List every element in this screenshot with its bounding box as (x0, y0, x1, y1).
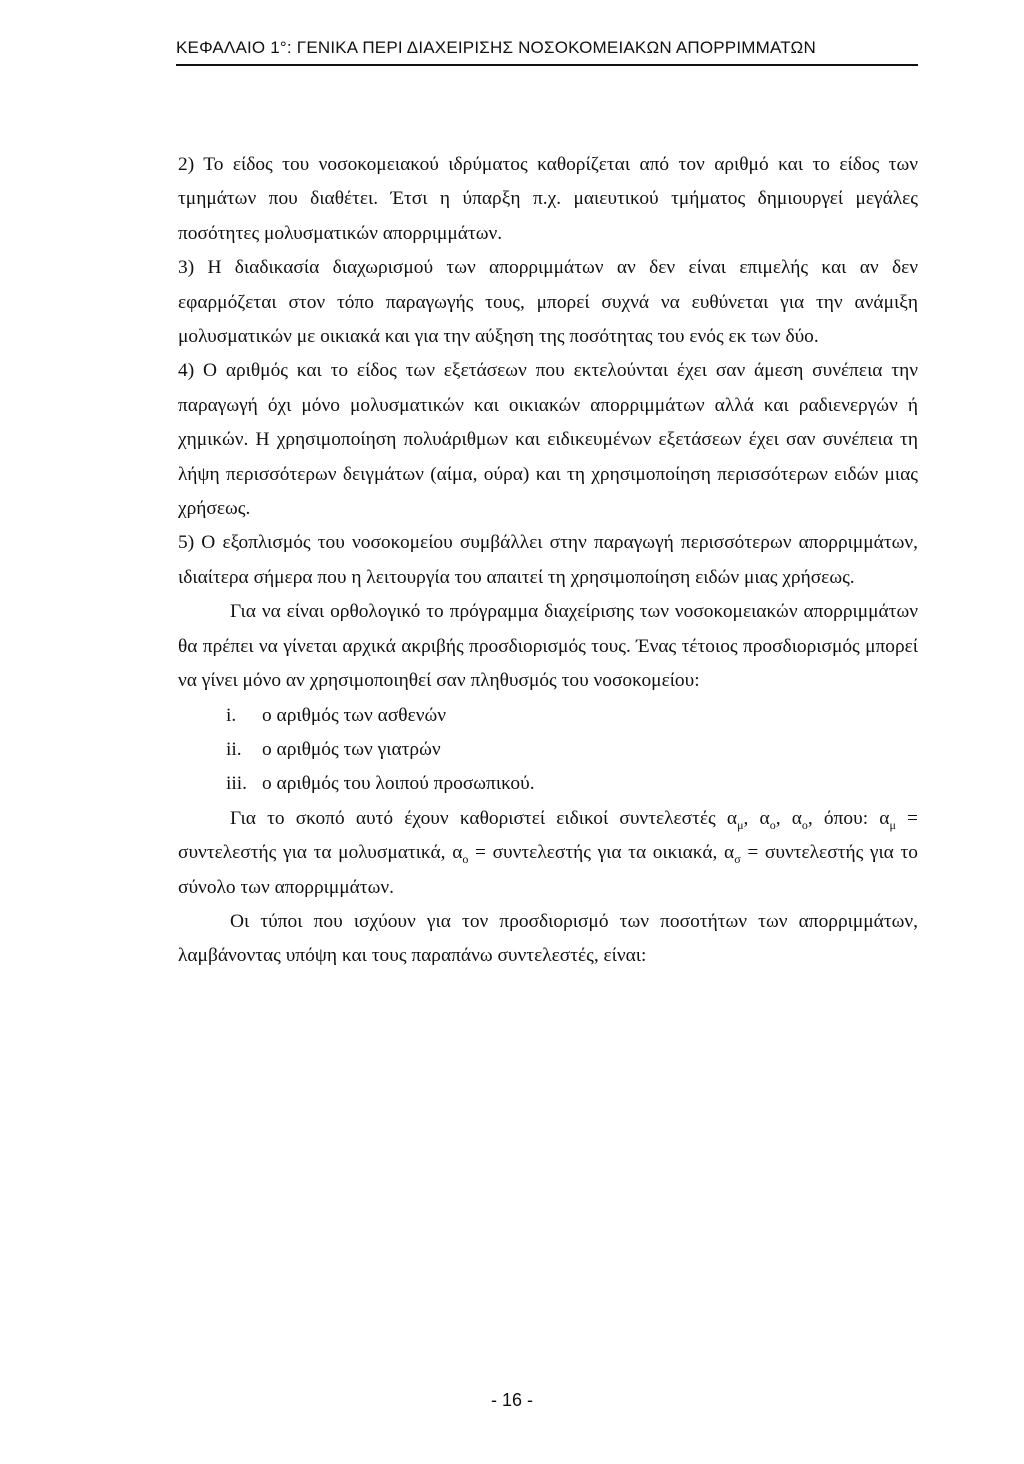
where-label: όπου: (823, 807, 869, 829)
coef-alpha-sigma: $\alpha_o$ (791, 807, 808, 832)
page-body (178, 148, 918, 974)
paragraph-coefficients: Για το σκοπό αυτό έχουν καθοριστεί ειδικοί συντελεστές $\alpha_\mu$, $\alpha_o$, $\alpha_o$, όπου: $\alpha_\mu = \sigma\upsilon\nu\tau\varepsilon\lambda\varepsilon\sigma\tau ή\varsigma$ για τα μολυσματικά, $\alpha_o = \sigma\upsilon\nu\tau\varepsilon\lambda\varepsilon\sigma\tau ή\varsigma$ για τα οικιακά, $\alpha_\sigma = \sigma\upsilon\nu\tau\varepsilon\lambda\varepsilon\sigma\tau ή\varsigma$ για το σύνολο των απορριμμάτων. (178, 807, 918, 898)
paragraph-item-3: 3) Η διαδικασία διαχωρισμού των απορριμμάτων αν δεν είναι επιμελής και αν δεν εφαρμόζεται στον τόπο παραγωγής τους, μπορεί συχνά να ευθύνεται για την ανάμιξη μολυσματικών με οικιακά και για την αύξηση της ποσότητας του ενός εκ των δύο. (178, 257, 918, 348)
list-item-text: ο αριθμός του λοιπού προσωπικού. (262, 773, 535, 795)
paragraph-program: Για να είναι ορθολογικό το πρόγραμμα διαχείρισης των νοσοκομειακών απορριμμάτων θα πρέπει να γίνεται αρχικά ακριβής προσδιορισμός τους. Ένας τέτοιος προσδιορισμός μπορεί να γίνει μόνο αν χρησιμοποιηθεί σαν πληθυσμός του νοσοκομείου: (178, 601, 918, 692)
population-list (178, 699, 918, 802)
coef-alpha-mu: $\alpha_\mu$ (726, 807, 744, 832)
paragraph-item-5: 5) Ο εξοπλισμός του νοσοκομείου συμβάλλει στην παραγωγή περισσότερων απορριμμάτων, ιδιαίτερα σήμερα που η λειτουργία του απαιτεί τη χρησιμοποίηση ειδών μιας χρήσεως. (178, 532, 918, 588)
list-item (178, 699, 918, 733)
def-sigma: $\alpha_\sigma = \sigma\upsilon\nu\tau\varepsilon\lambda\varepsilon\sigma\tau ή\varsigma$ για το σύνολο των απορριμμάτων. (178, 842, 918, 898)
paragraph-item-2: 2) Το είδος του νοσοκομειακού ιδρύματος καθορίζεται από τον αριθμό και το είδος των τμημάτων που διαθέτει. Έτσι η ύπαρξη π.χ. μαιευτικού τμήματος δημιουργεί μεγάλες ποσότητες μολυσματικών απορριμμάτων. (178, 154, 918, 244)
def-o: $\alpha_o = \sigma\upsilon\nu\tau\varepsilon\lambda\varepsilon\sigma\tau ή\varsigma$ για τα οικιακά, (452, 842, 718, 866)
paragraph-item-4: 4) Ο αριθμός και το είδος των εξετάσεων που εκτελούνται έχει σαν άμεση συνέπεια την παραγωγή όχι μόνο μολυσματικών και οικιακών απορριμμάτων αλλά και ραδιενεργών ή χημικών. Η χρησιμοποίηση πολυάριθμων και ειδικευμένων εξετάσεων έχει σαν συνέπεια τη λήψη περισσότερων δειγμάτων (αίμα, ούρα) και τη χρησιμοποίηση περισσότερων ειδών μιας χρήσεως. (178, 360, 918, 520)
list-item-text: ο αριθμός των ασθενών (262, 704, 447, 726)
header-rule (176, 64, 918, 66)
chapter-header: ΚΕΦΑΛΑΙΟ 1°: ΓΕΝΙΚΑ ΠΕΡΙ ΔΙΑΧΕΙΡΙΣΗΣ ΝΟΣΟΚΟΜΕΙΑΚΩΝ ΑΠΟΡΡΙΜΜΑΤΩΝ (176, 38, 816, 57)
page-number: - 16 - (490, 1390, 533, 1410)
coef-alpha-o: $\alpha_o$ (759, 807, 776, 832)
list-item-number: ii. (226, 738, 242, 760)
list-item-text: ο αριθμός των γιατρών (262, 738, 441, 760)
paragraph-formulas-intro: Οι τύποι που ισχύουν για τον προσδιορισμό των ποσοτήτων των απορριμμάτων, λαμβάνοντας υπόψη και τους παραπάνω συντελεστές, είναι: (178, 910, 918, 967)
list-item-number: iii. (226, 773, 248, 795)
list-item-number: i. (226, 704, 237, 726)
list-item (178, 767, 918, 801)
coefficients-lead: Για το σκοπό αυτό έχουν καθοριστεί ειδικοί συντελεστές (230, 807, 716, 829)
list-item (178, 733, 918, 767)
def-mu: $\alpha_\mu = \sigma\upsilon\nu\tau\varepsilon\lambda\varepsilon\sigma\tau ή\varsigma$ για τα μολυσματικά, (178, 807, 918, 864)
